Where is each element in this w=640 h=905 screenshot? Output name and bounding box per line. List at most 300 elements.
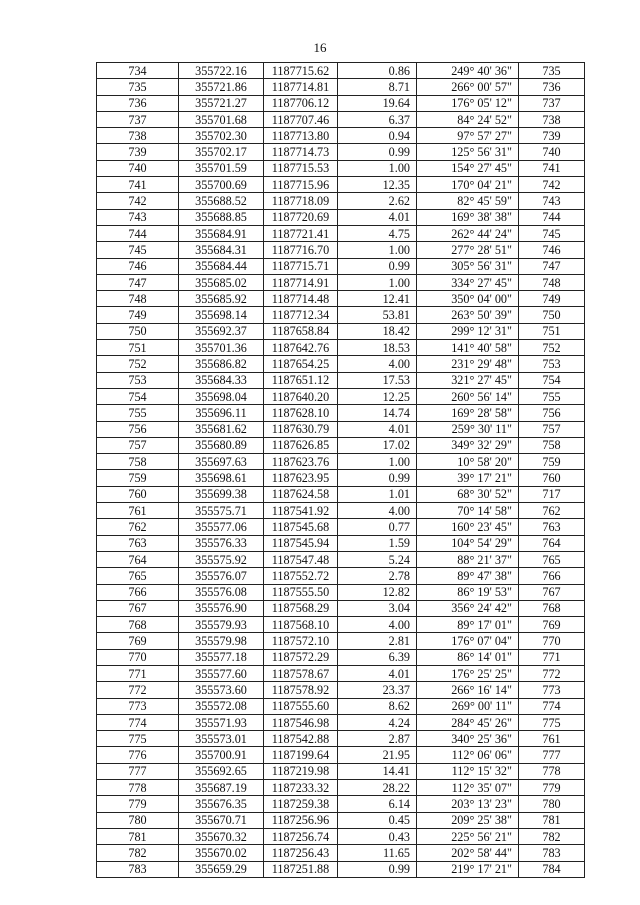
y-coordinate-cell: 1187718.09	[264, 193, 338, 209]
table-row	[97, 242, 585, 258]
to-point-cell: 769	[519, 617, 585, 633]
to-point-cell: 772	[519, 665, 585, 681]
to-point-cell: 779	[519, 780, 585, 796]
bearing-cell: 89° 17' 01"	[417, 617, 519, 633]
to-point-cell: 739	[519, 128, 585, 144]
bearing-cell: 231° 29' 48"	[417, 356, 519, 372]
table-row	[97, 568, 585, 584]
to-point-cell: 752	[519, 340, 585, 356]
x-coordinate-cell: 355700.91	[179, 747, 264, 763]
to-point-cell: 738	[519, 111, 585, 127]
table-row	[97, 209, 585, 225]
bearing-cell: 112° 35' 07"	[417, 780, 519, 796]
y-coordinate-cell: 1187714.48	[264, 291, 338, 307]
to-point-cell: 756	[519, 405, 585, 421]
table-row	[97, 828, 585, 844]
table-row	[97, 356, 585, 372]
x-coordinate-cell: 355576.33	[179, 535, 264, 551]
y-coordinate-cell: 1187578.92	[264, 682, 338, 698]
x-coordinate-cell: 355576.07	[179, 568, 264, 584]
y-coordinate-cell: 1187572.29	[264, 649, 338, 665]
x-coordinate-cell: 355692.37	[179, 323, 264, 339]
from-point-cell: 773	[97, 698, 179, 714]
bearing-cell: 70° 14' 58"	[417, 503, 519, 519]
y-coordinate-cell: 1187654.25	[264, 356, 338, 372]
y-coordinate-cell: 1187707.46	[264, 111, 338, 127]
x-coordinate-cell: 355575.71	[179, 503, 264, 519]
y-coordinate-cell: 1187715.71	[264, 258, 338, 274]
to-point-cell: 758	[519, 437, 585, 453]
length-cell: 12.35	[338, 177, 417, 193]
table-row	[97, 193, 585, 209]
bearing-cell: 169° 28' 58"	[417, 405, 519, 421]
bearing-cell: 170° 04' 21"	[417, 177, 519, 193]
from-point-cell: 761	[97, 503, 179, 519]
y-coordinate-cell: 1187546.98	[264, 714, 338, 730]
length-cell: 23.37	[338, 682, 417, 698]
x-coordinate-cell: 355576.90	[179, 600, 264, 616]
length-cell: 19.64	[338, 95, 417, 111]
table-row	[97, 714, 585, 730]
bearing-cell: 350° 04' 00"	[417, 291, 519, 307]
x-coordinate-cell: 355577.60	[179, 665, 264, 681]
table-row	[97, 486, 585, 502]
from-point-cell: 740	[97, 160, 179, 176]
to-point-cell: 740	[519, 144, 585, 160]
length-cell: 5.24	[338, 551, 417, 567]
from-point-cell: 755	[97, 405, 179, 421]
x-coordinate-cell: 355579.98	[179, 633, 264, 649]
bearing-cell: 305° 56' 31"	[417, 258, 519, 274]
bearing-cell: 334° 27' 45"	[417, 274, 519, 290]
x-coordinate-cell: 355702.30	[179, 128, 264, 144]
table-row	[97, 421, 585, 437]
to-point-cell: 743	[519, 193, 585, 209]
bearing-cell: 269° 00' 11"	[417, 698, 519, 714]
length-cell: 12.41	[338, 291, 417, 307]
x-coordinate-cell: 355684.91	[179, 225, 264, 241]
y-coordinate-cell: 1187219.98	[264, 763, 338, 779]
bearing-cell: 340° 25' 36"	[417, 731, 519, 747]
x-coordinate-cell: 355686.82	[179, 356, 264, 372]
from-point-cell: 737	[97, 111, 179, 127]
length-cell: 6.37	[338, 111, 417, 127]
y-coordinate-cell: 1187714.73	[264, 144, 338, 160]
x-coordinate-cell: 355684.33	[179, 372, 264, 388]
to-point-cell: 768	[519, 600, 585, 616]
table-row	[97, 649, 585, 665]
length-cell: 18.42	[338, 323, 417, 339]
to-point-cell: 750	[519, 307, 585, 323]
from-point-cell: 779	[97, 796, 179, 812]
length-cell: 0.45	[338, 812, 417, 828]
to-point-cell: 741	[519, 160, 585, 176]
table-row	[97, 111, 585, 127]
to-point-cell: 777	[519, 747, 585, 763]
length-cell: 1.00	[338, 454, 417, 470]
from-point-cell: 743	[97, 209, 179, 225]
from-point-cell: 744	[97, 225, 179, 241]
x-coordinate-cell: 355702.17	[179, 144, 264, 160]
table-row	[97, 274, 585, 290]
from-point-cell: 736	[97, 95, 179, 111]
table-row	[97, 258, 585, 274]
length-cell: 4.01	[338, 421, 417, 437]
to-point-cell: 767	[519, 584, 585, 600]
y-coordinate-cell: 1187716.70	[264, 242, 338, 258]
table-row	[97, 160, 585, 176]
length-cell: 2.87	[338, 731, 417, 747]
bearing-cell: 89° 47' 38"	[417, 568, 519, 584]
bearing-cell: 277° 28' 51"	[417, 242, 519, 258]
bearing-cell: 249° 40' 36"	[417, 63, 519, 79]
from-point-cell: 769	[97, 633, 179, 649]
x-coordinate-cell: 355699.38	[179, 486, 264, 502]
table-row	[97, 600, 585, 616]
length-cell: 0.43	[338, 828, 417, 844]
y-coordinate-cell: 1187259.38	[264, 796, 338, 812]
coordinates-table	[96, 62, 585, 878]
length-cell: 4.75	[338, 225, 417, 241]
x-coordinate-cell: 355700.69	[179, 177, 264, 193]
y-coordinate-cell: 1187714.81	[264, 79, 338, 95]
table-row	[97, 617, 585, 633]
from-point-cell: 766	[97, 584, 179, 600]
bearing-cell: 160° 23' 45"	[417, 519, 519, 535]
from-point-cell: 756	[97, 421, 179, 437]
x-coordinate-cell: 355698.14	[179, 307, 264, 323]
bearing-cell: 104° 54' 29"	[417, 535, 519, 551]
to-point-cell: 781	[519, 812, 585, 828]
y-coordinate-cell: 1187233.32	[264, 780, 338, 796]
from-point-cell: 782	[97, 845, 179, 861]
bearing-cell: 262° 44' 24"	[417, 225, 519, 241]
y-coordinate-cell: 1187199.64	[264, 747, 338, 763]
length-cell: 8.62	[338, 698, 417, 714]
length-cell: 4.01	[338, 665, 417, 681]
y-coordinate-cell: 1187555.50	[264, 584, 338, 600]
table-row	[97, 780, 585, 796]
table-row	[97, 812, 585, 828]
bearing-cell: 356° 24' 42"	[417, 600, 519, 616]
length-cell: 14.41	[338, 763, 417, 779]
length-cell: 4.00	[338, 617, 417, 633]
bearing-cell: 263° 50' 39"	[417, 307, 519, 323]
y-coordinate-cell: 1187572.10	[264, 633, 338, 649]
to-point-cell: 762	[519, 503, 585, 519]
table-row	[97, 437, 585, 453]
from-point-cell: 735	[97, 79, 179, 95]
y-coordinate-cell: 1187628.10	[264, 405, 338, 421]
table-row	[97, 79, 585, 95]
bearing-cell: 266° 00' 57"	[417, 79, 519, 95]
y-coordinate-cell: 1187578.67	[264, 665, 338, 681]
to-point-cell: 747	[519, 258, 585, 274]
length-cell: 0.99	[338, 861, 417, 877]
table-row	[97, 747, 585, 763]
to-point-cell: 736	[519, 79, 585, 95]
to-point-cell: 783	[519, 845, 585, 861]
from-point-cell: 775	[97, 731, 179, 747]
x-coordinate-cell: 355576.08	[179, 584, 264, 600]
to-point-cell: 751	[519, 323, 585, 339]
y-coordinate-cell: 1187555.60	[264, 698, 338, 714]
y-coordinate-cell: 1187715.96	[264, 177, 338, 193]
from-point-cell: 760	[97, 486, 179, 502]
from-point-cell: 741	[97, 177, 179, 193]
table-row	[97, 551, 585, 567]
x-coordinate-cell: 355685.02	[179, 274, 264, 290]
to-point-cell: 748	[519, 274, 585, 290]
from-point-cell: 762	[97, 519, 179, 535]
from-point-cell: 780	[97, 812, 179, 828]
bearing-cell: 299° 12' 31"	[417, 323, 519, 339]
from-point-cell: 770	[97, 649, 179, 665]
table-row	[97, 388, 585, 404]
to-point-cell: 778	[519, 763, 585, 779]
length-cell: 53.81	[338, 307, 417, 323]
to-point-cell: 784	[519, 861, 585, 877]
bearing-cell: 169° 38' 38"	[417, 209, 519, 225]
to-point-cell: 765	[519, 551, 585, 567]
length-cell: 12.25	[338, 388, 417, 404]
to-point-cell: 717	[519, 486, 585, 502]
from-point-cell: 757	[97, 437, 179, 453]
table-row	[97, 763, 585, 779]
x-coordinate-cell: 355688.85	[179, 209, 264, 225]
bearing-cell: 10° 58' 20"	[417, 454, 519, 470]
bearing-cell: 141° 40' 58"	[417, 340, 519, 356]
bearing-cell: 176° 05' 12"	[417, 95, 519, 111]
length-cell: 6.14	[338, 796, 417, 812]
table-row	[97, 177, 585, 193]
bearing-cell: 86° 14' 01"	[417, 649, 519, 665]
to-point-cell: 771	[519, 649, 585, 665]
bearing-cell: 259° 30' 11"	[417, 421, 519, 437]
bearing-cell: 266° 16' 14"	[417, 682, 519, 698]
y-coordinate-cell: 1187545.94	[264, 535, 338, 551]
y-coordinate-cell: 1187568.10	[264, 617, 338, 633]
bearing-cell: 225° 56' 21"	[417, 828, 519, 844]
to-point-cell: 782	[519, 828, 585, 844]
length-cell: 11.65	[338, 845, 417, 861]
length-cell: 0.94	[338, 128, 417, 144]
y-coordinate-cell: 1187545.68	[264, 519, 338, 535]
to-point-cell: 744	[519, 209, 585, 225]
from-point-cell: 747	[97, 274, 179, 290]
to-point-cell: 735	[519, 63, 585, 79]
table-row	[97, 698, 585, 714]
table-row	[97, 665, 585, 681]
bearing-cell: 219° 17' 21"	[417, 861, 519, 877]
from-point-cell: 754	[97, 388, 179, 404]
length-cell: 2.62	[338, 193, 417, 209]
bearing-cell: 203° 13' 23"	[417, 796, 519, 812]
length-cell: 4.01	[338, 209, 417, 225]
y-coordinate-cell: 1187713.80	[264, 128, 338, 144]
table-row	[97, 861, 585, 877]
from-point-cell: 738	[97, 128, 179, 144]
y-coordinate-cell: 1187642.76	[264, 340, 338, 356]
length-cell: 21.95	[338, 747, 417, 763]
length-cell: 17.53	[338, 372, 417, 388]
from-point-cell: 748	[97, 291, 179, 307]
to-point-cell: 754	[519, 372, 585, 388]
x-coordinate-cell: 355701.36	[179, 340, 264, 356]
x-coordinate-cell: 355684.31	[179, 242, 264, 258]
length-cell: 18.53	[338, 340, 417, 356]
table-row	[97, 63, 585, 79]
from-point-cell: 751	[97, 340, 179, 356]
from-point-cell: 746	[97, 258, 179, 274]
to-point-cell: 746	[519, 242, 585, 258]
bearing-cell: 88° 21' 37"	[417, 551, 519, 567]
x-coordinate-cell: 355577.06	[179, 519, 264, 535]
table-row	[97, 291, 585, 307]
length-cell: 4.00	[338, 503, 417, 519]
x-coordinate-cell: 355685.92	[179, 291, 264, 307]
to-point-cell: 745	[519, 225, 585, 241]
length-cell: 2.78	[338, 568, 417, 584]
from-point-cell: 758	[97, 454, 179, 470]
x-coordinate-cell: 355701.68	[179, 111, 264, 127]
bearing-cell: 349° 32' 29"	[417, 437, 519, 453]
x-coordinate-cell: 355696.11	[179, 405, 264, 421]
bearing-cell: 84° 24' 52"	[417, 111, 519, 127]
y-coordinate-cell: 1187706.12	[264, 95, 338, 111]
table-row	[97, 535, 585, 551]
x-coordinate-cell: 355681.62	[179, 421, 264, 437]
to-point-cell: 775	[519, 714, 585, 730]
x-coordinate-cell: 355701.59	[179, 160, 264, 176]
y-coordinate-cell: 1187721.41	[264, 225, 338, 241]
from-point-cell: 767	[97, 600, 179, 616]
length-cell: 17.02	[338, 437, 417, 453]
length-cell: 14.74	[338, 405, 417, 421]
bearing-cell: 154° 27' 45"	[417, 160, 519, 176]
table-row	[97, 845, 585, 861]
to-point-cell: 766	[519, 568, 585, 584]
bearing-cell: 68° 30' 52"	[417, 486, 519, 502]
y-coordinate-cell: 1187715.62	[264, 63, 338, 79]
length-cell: 1.00	[338, 242, 417, 258]
from-point-cell: 777	[97, 763, 179, 779]
to-point-cell: 761	[519, 731, 585, 747]
from-point-cell: 739	[97, 144, 179, 160]
to-point-cell: 764	[519, 535, 585, 551]
to-point-cell: 760	[519, 470, 585, 486]
page-number: 16	[313, 40, 327, 55]
table-row	[97, 454, 585, 470]
x-coordinate-cell: 355670.02	[179, 845, 264, 861]
length-cell: 0.99	[338, 258, 417, 274]
bearing-cell: 176° 07' 04"	[417, 633, 519, 649]
y-coordinate-cell: 1187541.92	[264, 503, 338, 519]
table-row	[97, 95, 585, 111]
x-coordinate-cell: 355577.18	[179, 649, 264, 665]
x-coordinate-cell: 355670.71	[179, 812, 264, 828]
table-row	[97, 682, 585, 698]
from-point-cell: 763	[97, 535, 179, 551]
from-point-cell: 771	[97, 665, 179, 681]
length-cell: 4.00	[338, 356, 417, 372]
from-point-cell: 783	[97, 861, 179, 877]
from-point-cell: 774	[97, 714, 179, 730]
bearing-cell: 321° 27' 45"	[417, 372, 519, 388]
from-point-cell: 781	[97, 828, 179, 844]
to-point-cell: 742	[519, 177, 585, 193]
table-row	[97, 584, 585, 600]
y-coordinate-cell: 1187626.85	[264, 437, 338, 453]
y-coordinate-cell: 1187542.88	[264, 731, 338, 747]
to-point-cell: 763	[519, 519, 585, 535]
y-coordinate-cell: 1187256.74	[264, 828, 338, 844]
length-cell: 0.99	[338, 144, 417, 160]
length-cell: 0.86	[338, 63, 417, 79]
y-coordinate-cell: 1187256.43	[264, 845, 338, 861]
table-row	[97, 323, 585, 339]
length-cell: 1.01	[338, 486, 417, 502]
length-cell: 6.39	[338, 649, 417, 665]
length-cell: 0.99	[338, 470, 417, 486]
y-coordinate-cell: 1187630.79	[264, 421, 338, 437]
table-row	[97, 731, 585, 747]
to-point-cell: 753	[519, 356, 585, 372]
length-cell: 8.71	[338, 79, 417, 95]
y-coordinate-cell: 1187623.76	[264, 454, 338, 470]
from-point-cell: 750	[97, 323, 179, 339]
from-point-cell: 759	[97, 470, 179, 486]
x-coordinate-cell: 355670.32	[179, 828, 264, 844]
y-coordinate-cell: 1187256.96	[264, 812, 338, 828]
length-cell: 3.04	[338, 600, 417, 616]
bearing-cell: 82° 45' 59"	[417, 193, 519, 209]
y-coordinate-cell: 1187720.69	[264, 209, 338, 225]
table-row	[97, 225, 585, 241]
from-point-cell: 752	[97, 356, 179, 372]
from-point-cell: 745	[97, 242, 179, 258]
to-point-cell: 759	[519, 454, 585, 470]
bearing-cell: 209° 25' 38"	[417, 812, 519, 828]
to-point-cell: 773	[519, 682, 585, 698]
bearing-cell: 176° 25' 25"	[417, 665, 519, 681]
table-row	[97, 340, 585, 356]
x-coordinate-cell: 355573.01	[179, 731, 264, 747]
from-point-cell: 749	[97, 307, 179, 323]
to-point-cell: 770	[519, 633, 585, 649]
bearing-cell: 284° 45' 26"	[417, 714, 519, 730]
to-point-cell: 737	[519, 95, 585, 111]
coordinates-table-body	[97, 63, 585, 878]
from-point-cell: 764	[97, 551, 179, 567]
x-coordinate-cell: 355572.08	[179, 698, 264, 714]
to-point-cell: 749	[519, 291, 585, 307]
x-coordinate-cell: 355684.44	[179, 258, 264, 274]
length-cell: 1.00	[338, 160, 417, 176]
y-coordinate-cell: 1187552.72	[264, 568, 338, 584]
bearing-cell: 39° 17' 21"	[417, 470, 519, 486]
from-point-cell: 768	[97, 617, 179, 633]
y-coordinate-cell: 1187623.95	[264, 470, 338, 486]
x-coordinate-cell: 355698.61	[179, 470, 264, 486]
x-coordinate-cell: 355688.52	[179, 193, 264, 209]
to-point-cell: 780	[519, 796, 585, 812]
x-coordinate-cell: 355571.93	[179, 714, 264, 730]
bearing-cell: 97° 57' 27"	[417, 128, 519, 144]
table-row	[97, 144, 585, 160]
bearing-cell: 112° 06' 06"	[417, 747, 519, 763]
table-row	[97, 372, 585, 388]
